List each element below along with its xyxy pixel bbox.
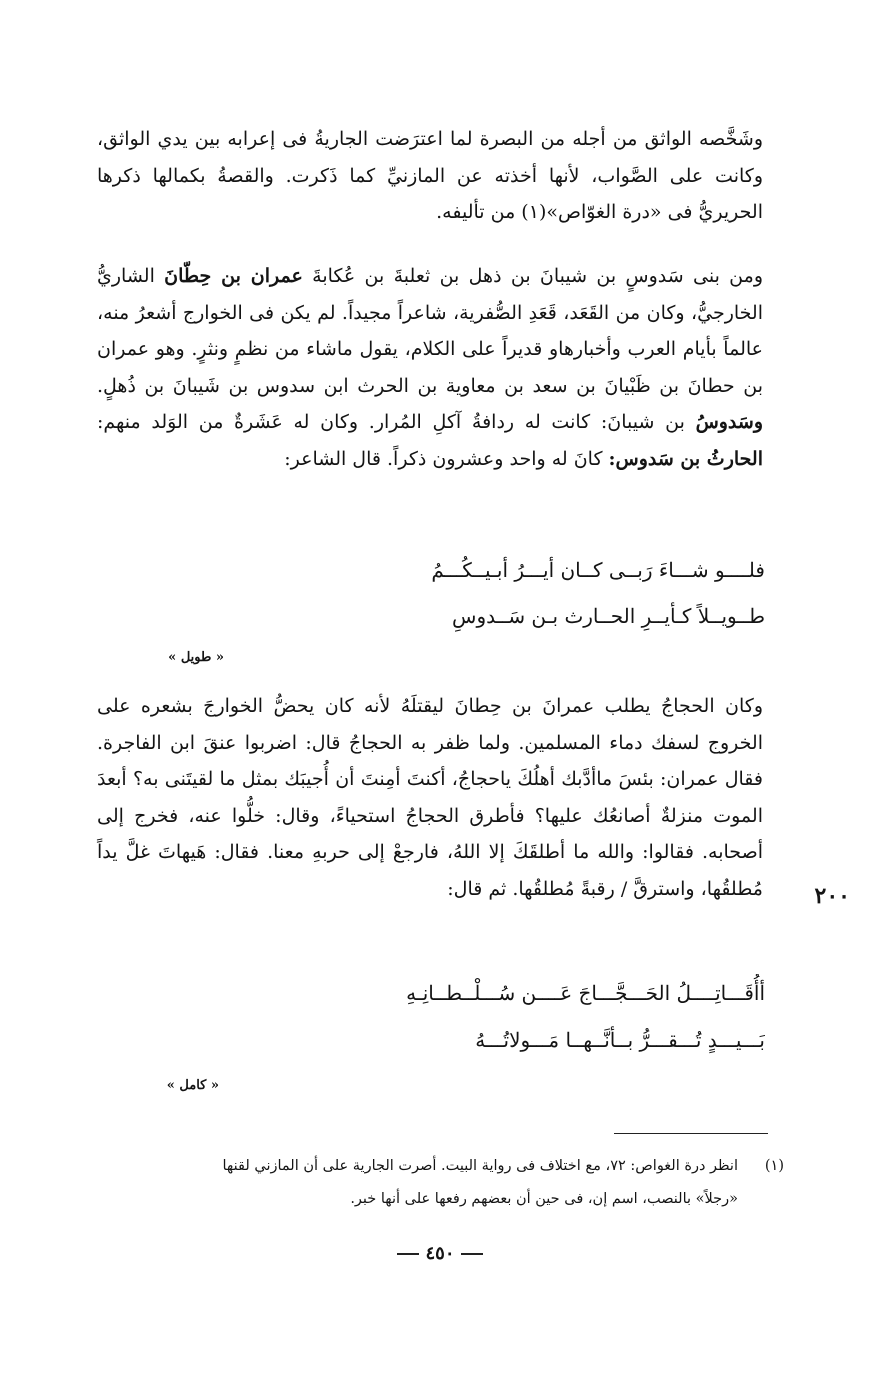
name-harith: الحارثُ بن سَدوس:: [608, 447, 763, 470]
paragraph-sadus: [97, 258, 763, 477]
meter-label-kamil: « كامل »: [166, 1078, 219, 1093]
footnote-mark: (١): [764, 1158, 784, 1174]
verse-2-line-1: أأُقَـــاتِــــلُ الحَـــجَّـــاجَ عَــــن سُـــلْــطــانِـهِ: [406, 981, 765, 1005]
text-run: ومن بنى سَدوسٍ بن شيبانَ بن ذهل بن ثعلبةَ بن عُكابةَ: [302, 265, 763, 287]
text-run: الشاريُّ الخارجيُّ، وكان من القَعَد، قَعَدِ الصُّفرية، شاعراً مجيداً. لم يكن فى الخوارج أشعرُ منه، عالماً بأيام العرب وأخبارهاو قديراً على الكلام، يقول ماشاء من نظمٍ ونثرٍ. وهو عمران بن حطانَ بن ظَبْيانَ بن سعد بن معاوية بن الحرث ابن سدوس بن شَيبانَ بن ذُهلٍ.: [97, 265, 763, 397]
footnote-rule: [614, 1133, 768, 1134]
margin-number: ٢٠٠: [814, 883, 850, 909]
page-number-value: ٤٥٠: [425, 1243, 455, 1264]
name-imran: عمران بن حِطّانَ: [164, 265, 303, 287]
paragraph-hajjaj: وكان الحجاجُ يطلب عمرانَ بن حِطانَ ليقتلَهُ لأنه كان يحضُّ الخوارجَ بشعره على الخروج لسفك دماء المسلمين. ولما ظفر به الحجاجُ قال: اضربوا عنقَ ابن الفاجرة. فقال عمران: بئسَ ماأدَّبك أهلُكَ ياحجاجُ، أكنتَ أمِنتَ أن أُجيبَك بمثل ما لقيتَنى به؟ أبعدَ الموت منزلةٌ أصانعُك عليها؟ فأطرق الحجاجُ استحياءً، وقال: خلُّوا عنه، فخرج إلى أصحابه. فقالوا: والله ما أطلقَكَ إلا اللهُ، فارجعْ إلى حربهِ معنا. فقال: هَيهاتَ غلَّ يداً مُطلقُها، واسترقَّ / رقبةً مُطلقُها. ثم قال:: [97, 695, 763, 900]
dash-left: [461, 1253, 483, 1255]
footnote: [104, 1150, 784, 1216]
verse-1-line-2: طــويــلاً كـأيــرِ الحــارث بـن سَــدوسِ: [452, 604, 765, 628]
paragraph-wathiq: وشَخَّصه الواثق من أجله من البصرة لما اعترَضت الجاريةُ فى إعرابه بين يدي الواثق، وكانت على الصَّواب، لأنها أخذته عن المازنيِّ كما ذَكرت. والقصةُ بكمالها ذكرها الحريريُّ فى «درة الغوّاص»(١) من تأليفه.: [97, 128, 763, 223]
verse-1-line-1: فلــــو شـــاءَ رَبــى كــان أيـــرُ أبـيــكُـــمُ: [431, 558, 765, 582]
footnote-line-2: «رجلاً» بالنصب، اسم إن، فى حين أن بعضهم رفعها على أنها خبر.: [350, 1191, 738, 1207]
text-run: كانَ له واحد وعشرون ذكراً. قال الشاعر:: [284, 447, 609, 470]
name-sadus: وسَدوسُ: [695, 411, 763, 433]
footnote-line-1: انظر درة الغواص: ٧٢، مع اختلاف فى رواية البيت. أصرت الجارية على أن المازني لقنها: [222, 1158, 738, 1174]
verse-2-line-2: بَـــيـــدٍ تُـــقـــرُّ بــأنَّــهــا مَـــولاتُـــهُ: [475, 1028, 765, 1052]
dash-right: [397, 1253, 419, 1255]
page-number: [360, 1243, 520, 1264]
text-run: بن شيبانَ: كانت له ردافةُ آكلِ المُرار. وكان له عَشَرةٌ من الوَلد منهم:: [97, 411, 696, 433]
meter-label-tawil: « طويل »: [168, 650, 224, 665]
